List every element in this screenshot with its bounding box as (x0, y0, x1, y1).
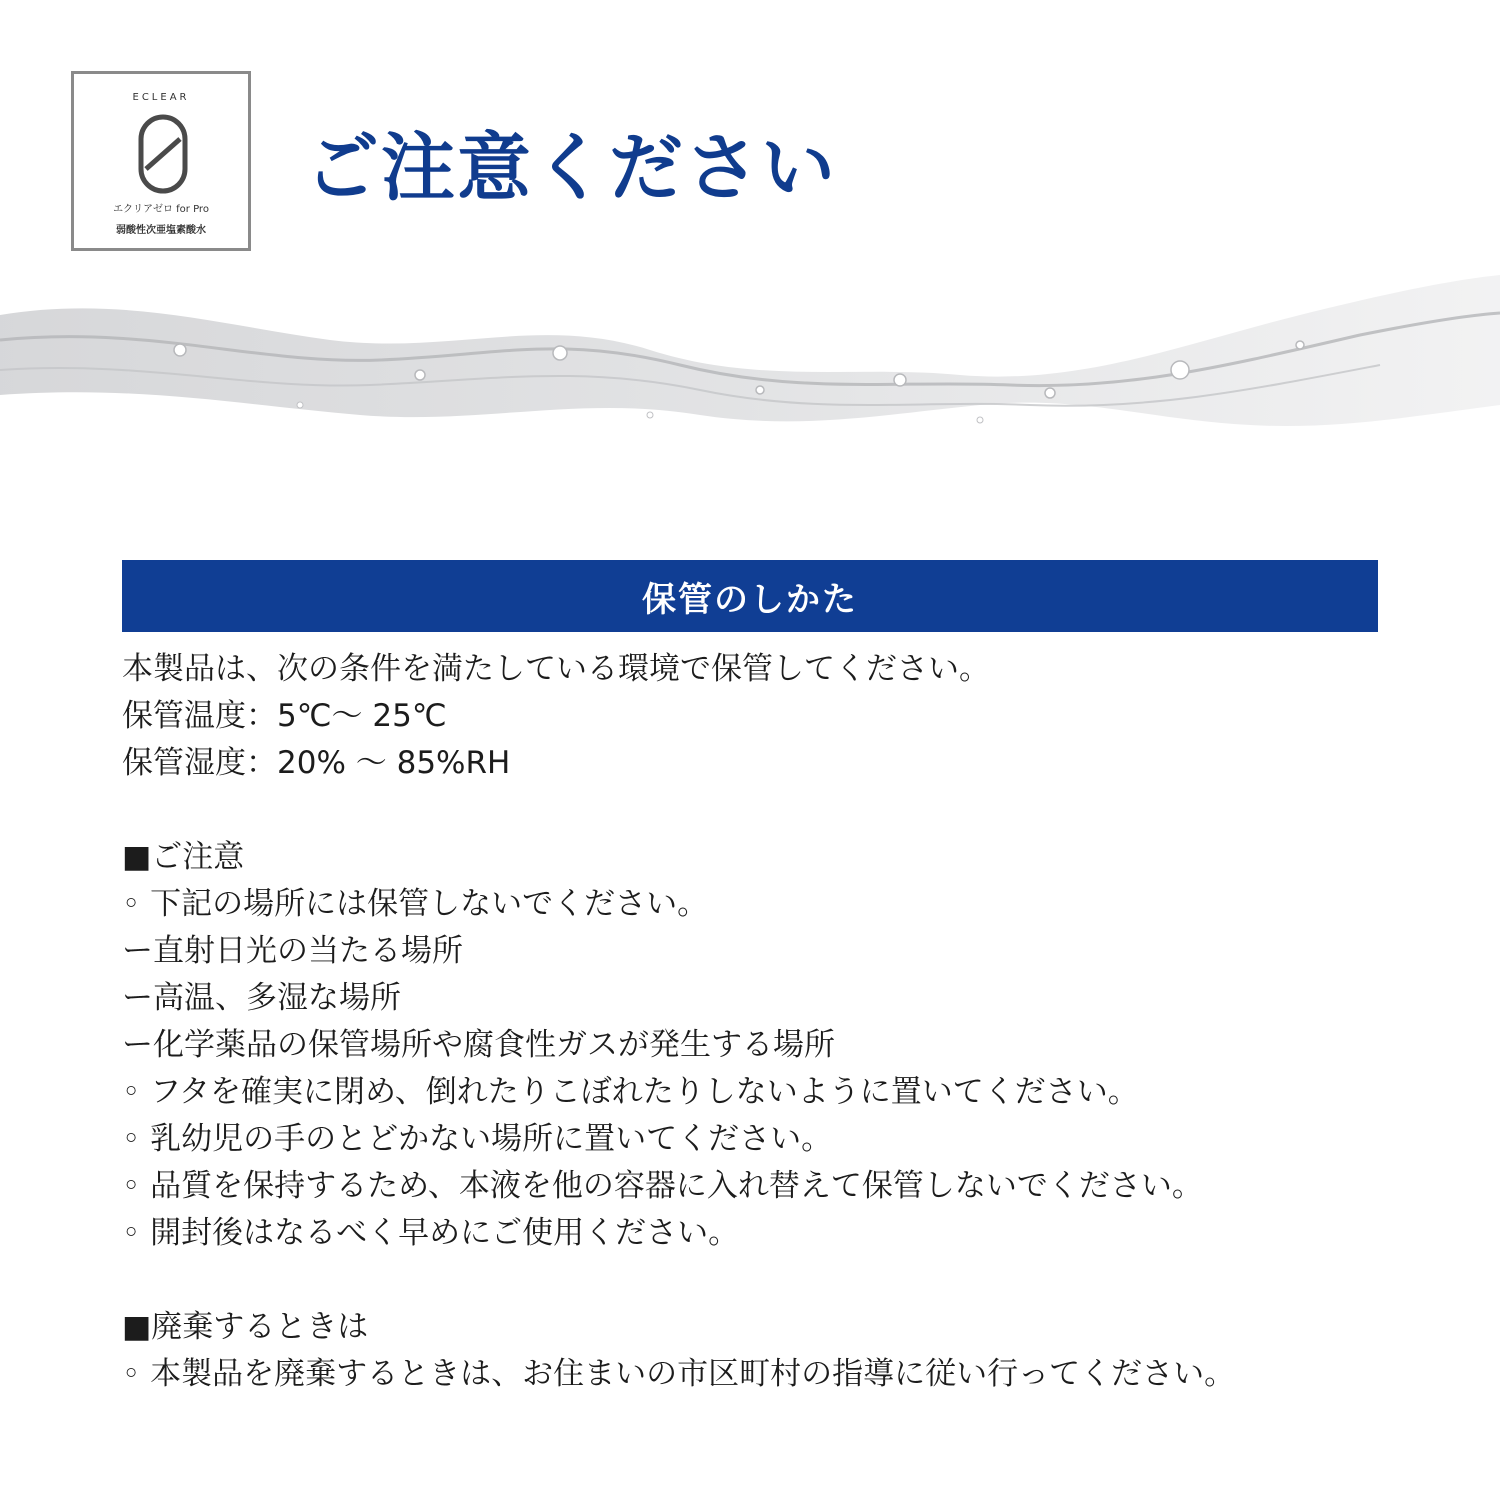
spacer (122, 787, 1422, 834)
spacer (122, 1257, 1422, 1304)
list-item: ー高温、多湿な場所 (122, 980, 401, 1016)
brand-logo (71, 71, 251, 251)
list-item: ◦ 品質を保持するため、本液を他の容器に入れ替えて保管しないでください。 (122, 1168, 1203, 1204)
water-wave-image (0, 255, 1500, 485)
logo-product-name: エクリアゼロ for Pro (113, 204, 209, 215)
disposal-heading: ■廃棄するときは (122, 1309, 369, 1345)
list-item: ◦ 本製品を廃棄するときは、お住まいの市区町村の指導に従い行ってください。 (122, 1356, 1236, 1392)
storage-humidity: 保管湿度：20% ～ 85%RH (122, 745, 511, 781)
list-item: ◦ 下記の場所には保管しないでください。 (122, 886, 709, 922)
list-item: ー直射日光の当たる場所 (122, 933, 463, 969)
notice-body (122, 646, 1422, 1398)
storage-temperature: 保管温度：5℃～ 25℃ (122, 698, 447, 734)
list-item: ◦ 乳幼児の手のとどかない場所に置いてください。 (122, 1121, 833, 1157)
section-banner (122, 560, 1378, 632)
logo-brand-name: ECLEAR (132, 92, 190, 103)
zero-logo-icon (138, 114, 188, 194)
list-item: ◦ 開封後はなるべく早めにご使用ください。 (122, 1215, 740, 1251)
caution-heading: ■ご注意 (122, 839, 245, 875)
storage-intro: 本製品は、次の条件を満たしている環境で保管してください。 (122, 651, 990, 687)
list-item: ◦ フタを確実に閉め、倒れたりこぼれたりしないように置いてください。 (122, 1074, 1139, 1110)
list-item: ー化学薬品の保管場所や腐食性ガスが発生する場所 (122, 1027, 835, 1063)
page-title: ご注意ください (305, 125, 837, 211)
section-title: 保管のしかた (642, 579, 858, 620)
logo-subtitle: 弱酸性次亜塩素酸水 (116, 225, 206, 236)
